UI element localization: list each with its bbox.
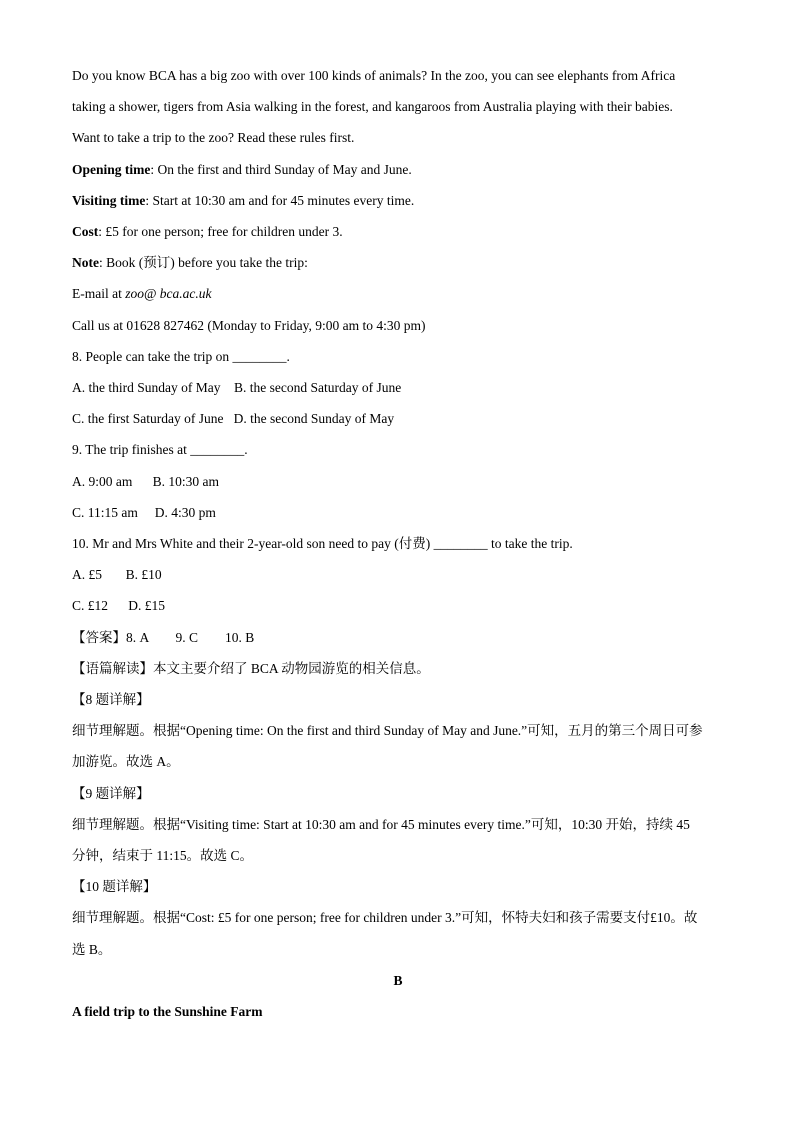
question-8-options-row-2: C. the first Saturday of June D. the second Sunday of May [72,411,395,427]
section-b-title-text: A field trip to the Sunshine Farm [72,1004,263,1020]
summary-line: 【语篇解读】本文主要介绍了 BCA 动物园游览的相关信息。 [72,660,430,676]
passage-intro-line-1: Do you know BCA has a big zoo with over 100 kinds of animals? In the zoo, you can see elephants from Africa [72,68,676,83]
cost-text: : £5 for one person; free for children under 3. [98,224,343,240]
opening-time-label: Opening time [72,161,151,177]
passage-intro-line-3: Want to take a trip to the zoo? Read these rules first. [72,130,355,146]
note-label: Note [72,255,99,271]
section-b-letter [72,965,724,996]
cost-label: Cost [72,224,99,240]
section-b-title [72,996,724,1027]
q8-explanation-line-2: 加游览。故选 A。 [72,754,180,770]
section-b-letter-text: B [393,972,403,988]
visiting-time-line [72,185,724,216]
opening-time-text: : On the first and third Sunday of May and June. [150,161,412,177]
q10-explanation-line-1: 细节理解题。根据“Cost: £5 for one person; free for children under 3.”可知，怀特夫妇和孩子需要支付£10。故 [72,910,698,926]
q9-explanation-heading: 【9 题详解】 [72,785,150,801]
opening-time-line [72,154,724,185]
q10-explanation-heading: 【10 题详解】 [72,879,157,895]
question-8-options-row-1: A. the third Sunday of May B. the second Saturday of June [72,380,402,396]
visiting-time-label: Visiting time [72,192,146,208]
question-9-options-row-1: A. 9:00 am B. 10:30 am [72,473,219,489]
email-line [72,278,724,309]
note-line [72,247,724,278]
answer-key-line: 【答案】8. A 9. C 10. B [72,629,255,645]
question-10-options-row-1: A. £5 B. £10 [72,567,162,583]
question-8-stem: 8. People can take the trip on ________. [72,348,290,364]
question-9-stem: 9. The trip finishes at ________. [72,442,248,458]
visiting-time-text: : Start at 10:30 am and for 45 minutes every time. [145,192,415,208]
cost-line [72,216,724,247]
q8-explanation-line-1: 细节理解题。根据“Opening time: On the first and third Sunday of May and June.”可知，五月的第三个周日可参 [72,723,703,739]
call-line: Call us at 01628 827462 (Monday to Friday, 9:00 am to 4:30 pm) [72,317,426,333]
email-prefix: E-mail at [72,286,126,302]
email-address: zoo@ bca.ac.uk [125,286,212,302]
q8-explanation-heading: 【8 题详解】 [72,692,150,708]
q10-explanation-line-2: 选 B。 [72,941,112,957]
q9-explanation-line-1: 细节理解题。根据“Visiting time: Start at 10:30 am and for 45 minutes every time.”可知，10:30 开始，持续 45 [72,816,690,832]
passage-intro-line-2: taking a shower, tigers from Asia walking in the forest, and kangaroos from Australia playing with their babies. [72,99,673,115]
question-10-stem: 10. Mr and Mrs White and their 2-year-old son need to pay (付费) ________ to take the trip. [72,536,573,552]
question-9-options-row-2: C. 11:15 am D. 4:30 pm [72,504,216,520]
question-10-options-row-2: C. £12 D. £15 [72,598,166,614]
document-page [72,60,724,1027]
q9-explanation-line-2: 分钟，结束于 11:15。故选 C。 [72,848,254,864]
note-text: : Book (预订) before you take the trip: [99,255,308,271]
